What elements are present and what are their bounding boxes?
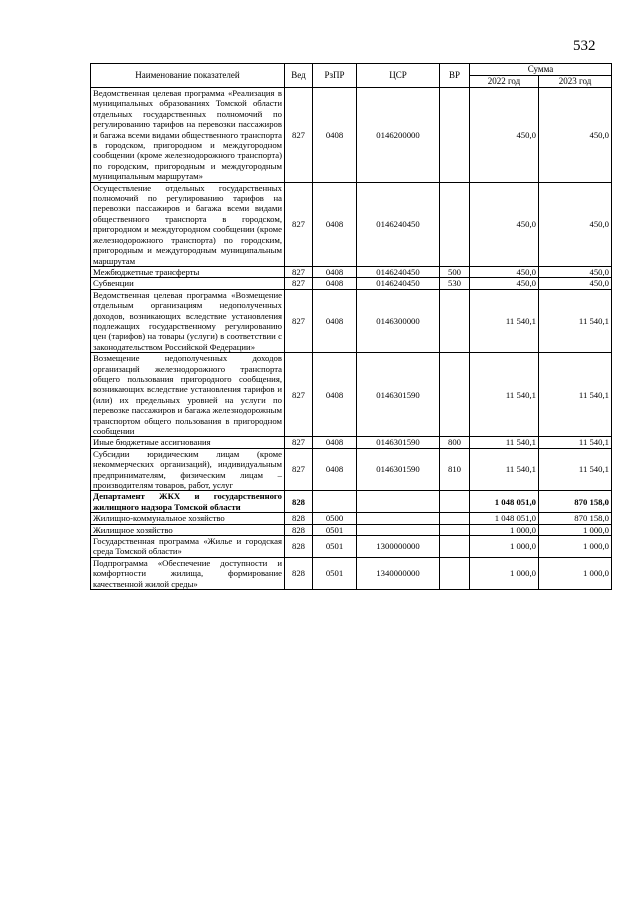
row-ved: 827 <box>285 448 313 491</box>
row-sum-2022: 450,0 <box>470 278 539 289</box>
row-vr <box>440 513 470 524</box>
row-rzpr: 0408 <box>313 437 357 448</box>
row-sum-2022: 1 048 051,0 <box>470 513 539 524</box>
row-csr: 0146240450 <box>357 278 440 289</box>
row-ved: 828 <box>285 513 313 524</box>
row-rzpr: 0408 <box>313 448 357 491</box>
row-rzpr: 0408 <box>313 182 357 266</box>
row-sum-2023: 870 158,0 <box>539 513 612 524</box>
row-vr <box>440 491 470 513</box>
row-name: Жилищное хозяйство <box>91 524 285 535</box>
row-csr <box>357 491 440 513</box>
row-csr: 1340000000 <box>357 557 440 589</box>
row-vr <box>440 289 470 352</box>
table-body <box>91 88 612 590</box>
header-rzpr: РзПР <box>313 64 357 88</box>
row-csr <box>357 524 440 535</box>
table-row <box>91 266 612 277</box>
row-rzpr: 0408 <box>313 278 357 289</box>
row-name: Межбюджетные трансферты <box>91 266 285 277</box>
row-ved: 827 <box>285 353 313 437</box>
row-sum-2023: 11 540,1 <box>539 448 612 491</box>
row-sum-2023: 11 540,1 <box>539 289 612 352</box>
row-vr <box>440 557 470 589</box>
row-csr: 0146300000 <box>357 289 440 352</box>
row-name: Жилищно-коммунальное хозяйство <box>91 513 285 524</box>
row-vr: 800 <box>440 437 470 448</box>
row-vr <box>440 524 470 535</box>
row-rzpr <box>313 491 357 513</box>
row-vr: 530 <box>440 278 470 289</box>
row-ved: 827 <box>285 289 313 352</box>
row-sum-2023: 1 000,0 <box>539 536 612 558</box>
table-row <box>91 289 612 352</box>
table-row <box>91 524 612 535</box>
page-number: 532 <box>573 38 596 54</box>
row-rzpr: 0408 <box>313 266 357 277</box>
row-vr <box>440 536 470 558</box>
row-sum-2022: 1 000,0 <box>470 557 539 589</box>
row-sum-2022: 1 048 051,0 <box>470 491 539 513</box>
row-csr: 0146240450 <box>357 266 440 277</box>
header-csr: ЦСР <box>357 64 440 88</box>
table-row <box>91 353 612 437</box>
row-csr: 0146301590 <box>357 437 440 448</box>
table-row <box>91 88 612 183</box>
row-sum-2023: 450,0 <box>539 266 612 277</box>
row-ved: 828 <box>285 557 313 589</box>
row-csr: 0146240450 <box>357 182 440 266</box>
row-ved: 828 <box>285 491 313 513</box>
row-csr: 1300000000 <box>357 536 440 558</box>
row-csr: 0146200000 <box>357 88 440 183</box>
row-name: Субвенции <box>91 278 285 289</box>
row-sum-2023: 1 000,0 <box>539 557 612 589</box>
row-ved: 827 <box>285 266 313 277</box>
row-name: Осуществление отдельных государственных полномочий по регулированию тарифов на перевозки пассажиров и багажа всеми видами общественного транспорта в городском, пригородном и междугородном сообщении (кроме железнодорожного транспорта) по городским, пригородным и междугородным муниципальным маршрутам <box>91 182 285 266</box>
row-sum-2022: 11 540,1 <box>470 448 539 491</box>
table-row <box>91 278 612 289</box>
row-name: Государственная программа «Жилье и городская среда Томской области» <box>91 536 285 558</box>
row-ved: 827 <box>285 182 313 266</box>
table-row <box>91 437 612 448</box>
row-sum-2023: 11 540,1 <box>539 437 612 448</box>
header-vr: ВР <box>440 64 470 88</box>
row-name: Возмещение недополученных доходов организаций железнодорожного транспорта общего пользования пригородного сообщения, возникающих вследствие установления тарифов и (или) их предельных уровней на услуги по перевозке пассажиров и багажа железнодорожным транспортом общего пользования в пригородном сообщении <box>91 353 285 437</box>
row-rzpr: 0501 <box>313 536 357 558</box>
row-ved: 827 <box>285 88 313 183</box>
row-sum-2022: 450,0 <box>470 266 539 277</box>
row-vr: 810 <box>440 448 470 491</box>
row-csr: 0146301590 <box>357 353 440 437</box>
row-ved: 827 <box>285 437 313 448</box>
row-vr: 500 <box>440 266 470 277</box>
row-sum-2022: 11 540,1 <box>470 353 539 437</box>
row-name: Ведомственная целевая программа «Возмещение отдельным организациям недополученных доходов, возникающих вследствие установления подлежащих государственному регулированию цен (тарифов) на товары (услуги) в соответствии с законодательством Российской Федерации» <box>91 289 285 352</box>
row-name: Подпрограмма «Обеспечение доступности и комфортности жилища, формирование качественной жилой среды» <box>91 557 285 589</box>
row-vr <box>440 88 470 183</box>
row-sum-2023: 870 158,0 <box>539 491 612 513</box>
table-row <box>91 557 612 589</box>
table-row <box>91 448 612 491</box>
row-vr <box>440 353 470 437</box>
header-name: Наименование показателей <box>91 64 285 88</box>
table-row <box>91 491 612 513</box>
row-name: Субсидии юридическим лицам (кроме некоммерческих организаций), индивидуальным предпринимателям, физическим лицам – производителям товаров, работ, услуг <box>91 448 285 491</box>
row-rzpr: 0408 <box>313 353 357 437</box>
row-vr <box>440 182 470 266</box>
header-2022: 2022 год <box>470 76 539 88</box>
row-sum-2022: 450,0 <box>470 182 539 266</box>
row-rzpr: 0408 <box>313 88 357 183</box>
row-sum-2023: 450,0 <box>539 182 612 266</box>
row-ved: 828 <box>285 536 313 558</box>
row-ved: 827 <box>285 278 313 289</box>
row-sum-2023: 450,0 <box>539 278 612 289</box>
row-sum-2022: 1 000,0 <box>470 524 539 535</box>
row-sum-2023: 11 540,1 <box>539 353 612 437</box>
row-ved: 828 <box>285 524 313 535</box>
row-sum-2022: 11 540,1 <box>470 437 539 448</box>
table-row <box>91 536 612 558</box>
row-sum-2022: 1 000,0 <box>470 536 539 558</box>
header-sum: Сумма <box>470 64 612 76</box>
row-rzpr: 0501 <box>313 524 357 535</box>
row-rzpr: 0501 <box>313 557 357 589</box>
row-sum-2022: 450,0 <box>470 88 539 183</box>
row-rzpr: 0408 <box>313 289 357 352</box>
row-sum-2022: 11 540,1 <box>470 289 539 352</box>
table-row <box>91 513 612 524</box>
row-sum-2023: 450,0 <box>539 88 612 183</box>
header-ved: Вед <box>285 64 313 88</box>
header-2023: 2023 год <box>539 76 612 88</box>
row-sum-2023: 1 000,0 <box>539 524 612 535</box>
table-row <box>91 182 612 266</box>
row-csr: 0146301590 <box>357 448 440 491</box>
budget-table <box>90 63 612 590</box>
row-name: Ведомственная целевая программа «Реализация в муниципальных образованиях Томской области отдельных государственных полномочий по регулированию тарифов на перевозки пассажиров и багажа всеми видами общественного транспорта в городском, пригородном и междугородном сообщении (кроме железнодорожного транспорта) по городским, пригородным и междугородным муниципальным маршрутам» <box>91 88 285 183</box>
row-csr <box>357 513 440 524</box>
row-name: Департамент ЖКХ и государственного жилищного надзора Томской области <box>91 491 285 513</box>
row-name: Иные бюджетные ассигнования <box>91 437 285 448</box>
row-rzpr: 0500 <box>313 513 357 524</box>
